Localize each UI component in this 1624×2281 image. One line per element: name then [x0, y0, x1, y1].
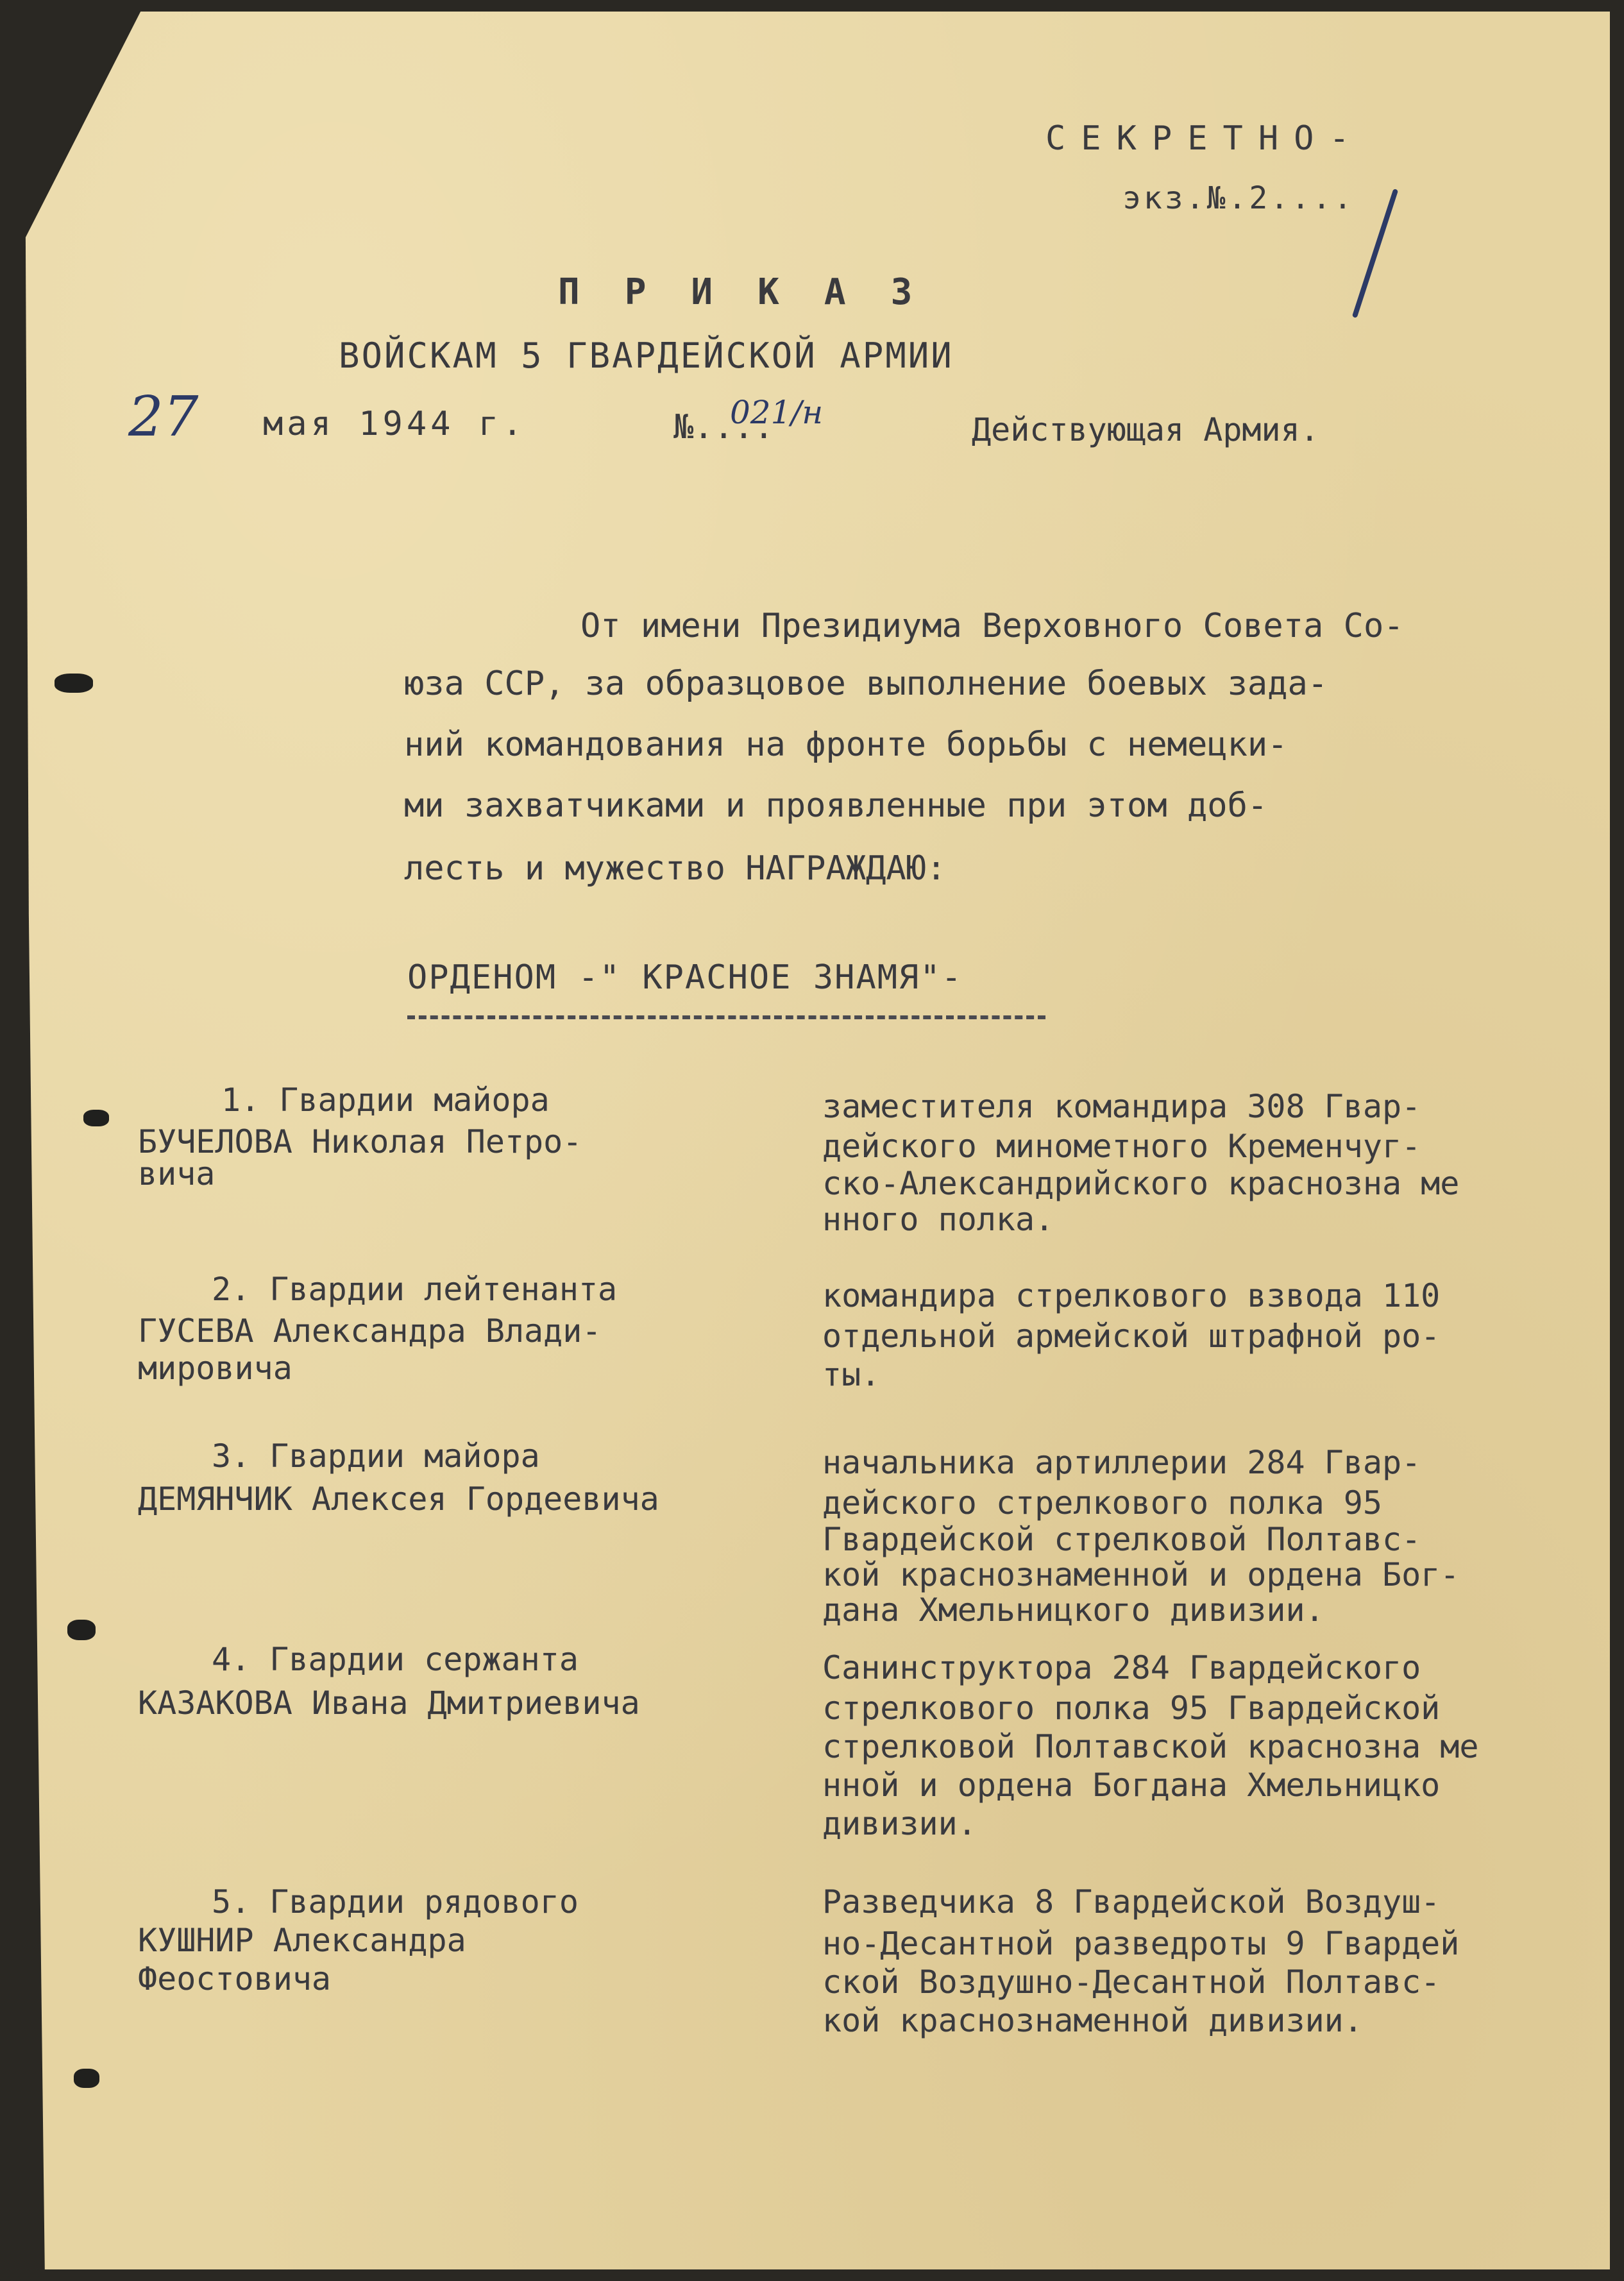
- binder-hole-mark: [83, 1110, 109, 1126]
- intro-line: лесть и мужество НАГРАЖДАЮ:: [404, 849, 947, 888]
- secret-stamp: СЕКРЕТНО-: [1045, 119, 1365, 158]
- awardee-description: стрелкового полка 95 Гвардейской: [822, 1690, 1441, 1727]
- binder-hole-mark: [55, 674, 93, 693]
- binder-hole-mark: [74, 2069, 99, 2088]
- awardee-name: вича: [138, 1155, 216, 1192]
- awardee-rank: 3. Гвардии майора: [212, 1437, 540, 1475]
- awardee-description: ты.: [822, 1356, 881, 1393]
- awardee-description: кой краснознаменной дивизии.: [822, 2002, 1363, 2039]
- heading-underline: [407, 1015, 1045, 1019]
- awardee-name: Феостовича: [138, 1960, 332, 1997]
- awardee-name: БУЧЕЛОВА Николая Петро-: [138, 1123, 582, 1160]
- awardee-name: ДЕМЯНЧИК Алексея Гордеевича: [138, 1480, 659, 1518]
- awardee-name: мировича: [138, 1350, 292, 1387]
- document-subtitle: ВОЙСКАМ 5 ГВАРДЕЙСКОЙ АРМИИ: [339, 335, 954, 376]
- intro-line: От имени Президиума Верховного Совета Со-: [580, 607, 1404, 645]
- awardee-description: Гвардейской стрелковой Полтавс-: [822, 1521, 1421, 1558]
- intro-line: ми захватчиками и проявленные при этом доб-: [404, 786, 1268, 825]
- document-title: ПРИКАЗ: [558, 271, 958, 313]
- handwritten-date-day: 27: [128, 385, 199, 449]
- awardee-description: стрелковой Полтавской краснозна ме: [822, 1728, 1479, 1765]
- awardee-rank: 2. Гвардии лейтенанта: [212, 1271, 618, 1308]
- order-heading: ОРДЕНОМ -" КРАСНОЕ ЗНАМЯ"-: [407, 958, 963, 997]
- awardee-rank: 1. Гвардии майора: [221, 1081, 550, 1119]
- awardee-description: начальника артиллерии 284 Гвар-: [822, 1444, 1421, 1481]
- awardee-description: дивизии.: [822, 1805, 977, 1842]
- awardee-description: кой краснознаменной и ордена Бог-: [822, 1556, 1460, 1593]
- awardee-description: дейского стрелкового полка 95: [822, 1484, 1382, 1522]
- place-text: Действующая Армия.: [972, 411, 1319, 448]
- copy-number: экз.№.2....: [1122, 180, 1355, 216]
- awardee-description: заместителя командира 308 Гвар-: [822, 1088, 1421, 1125]
- handwritten-order-number: 021/н: [730, 394, 824, 431]
- awardee-name: КУШНИР Александра: [138, 1922, 466, 1959]
- awardee-name: КАЗАКОВА Ивана Дмитриевича: [138, 1684, 640, 1722]
- intro-line: ний командования на фронте борьбы с немецки-: [404, 725, 1288, 764]
- awardee-name: ГУСЕВА Александра Влади-: [138, 1312, 602, 1350]
- awardee-description: командира стрелкового взвода 110: [822, 1277, 1441, 1314]
- awardee-description: дейского минометного Кременчуг-: [822, 1128, 1421, 1165]
- date-text: мая 1944 г.: [263, 405, 527, 443]
- awardee-description: ско-Александрийского краснозна ме: [822, 1165, 1460, 1202]
- awardee-description: Санинструктора 284 Гвардейского: [822, 1649, 1421, 1686]
- intro-line: юза ССР, за образцовое выполнение боевых зада-: [404, 665, 1328, 703]
- awardee-rank: 5. Гвардии рядового: [212, 1883, 579, 1921]
- awardee-description: но-Десантной разведроты 9 Гвардей: [822, 1925, 1460, 1962]
- awardee-description: отдельной армейской штрафной ро-: [822, 1318, 1441, 1355]
- binder-hole-mark: [67, 1620, 96, 1640]
- awardee-rank: 4. Гвардии сержанта: [212, 1641, 579, 1678]
- awardee-description: Разведчика 8 Гвардейской Воздуш-: [822, 1883, 1441, 1921]
- order-number-prefix: №....: [673, 408, 774, 446]
- awardee-description: ской Воздушно-Десантной Полтавс-: [822, 1963, 1441, 2001]
- awardee-description: дана Хмельницкого дивизии.: [822, 1591, 1324, 1629]
- awardee-description: нной и ордена Богдана Хмельницко: [822, 1767, 1441, 1804]
- awardee-description: нного полка.: [822, 1201, 1054, 1238]
